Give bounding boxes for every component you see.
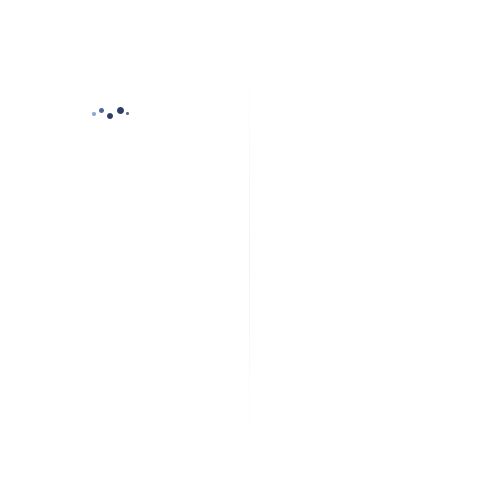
text-line: [267, 88, 482, 101]
text-line: [22, 195, 237, 208]
text-line: [22, 168, 237, 181]
text-line: [267, 396, 482, 409]
text-line: [267, 369, 482, 382]
text-line: [22, 329, 237, 342]
text-line: [267, 275, 482, 288]
text-line: [267, 289, 482, 302]
text-line: [22, 289, 237, 302]
text-line: [267, 383, 482, 396]
text-line: [267, 342, 482, 355]
text-line: [22, 101, 237, 114]
text-line: [267, 155, 482, 168]
page-gutter: [249, 60, 250, 450]
text-line: [267, 142, 482, 155]
text-line: [267, 356, 482, 369]
text-line: [267, 101, 482, 114]
text-line: [22, 409, 237, 422]
text-line: [22, 356, 237, 369]
text-line: [22, 142, 237, 155]
text-line: [267, 222, 482, 235]
text-line: [22, 235, 237, 248]
text-line: [267, 115, 482, 128]
text-line: [267, 209, 482, 222]
text-line: [22, 383, 237, 396]
text-line: [22, 209, 237, 222]
text-line: [267, 128, 482, 141]
text-line: [267, 235, 482, 248]
text-line: [267, 316, 482, 329]
text-line: [22, 302, 237, 315]
text-line: [267, 249, 482, 262]
text-line: [22, 369, 237, 382]
text-line: [267, 302, 482, 315]
text-line: [22, 396, 237, 409]
text-line: [22, 275, 237, 288]
text-line: [22, 249, 237, 262]
left-page: [22, 88, 237, 428]
text-line: [22, 316, 237, 329]
right-page: [267, 88, 482, 428]
text-line: [267, 262, 482, 275]
text-line: [22, 182, 237, 195]
text-line: [267, 409, 482, 422]
text-line: [22, 115, 237, 128]
text-line: [22, 262, 237, 275]
text-line: [267, 195, 482, 208]
text-line: [267, 182, 482, 195]
text-line: [22, 128, 237, 141]
text-line: [22, 342, 237, 355]
text-line: [22, 222, 237, 235]
text-line: [267, 168, 482, 181]
text-line: [267, 329, 482, 342]
text-line: [22, 88, 237, 101]
text-line: [22, 155, 237, 168]
